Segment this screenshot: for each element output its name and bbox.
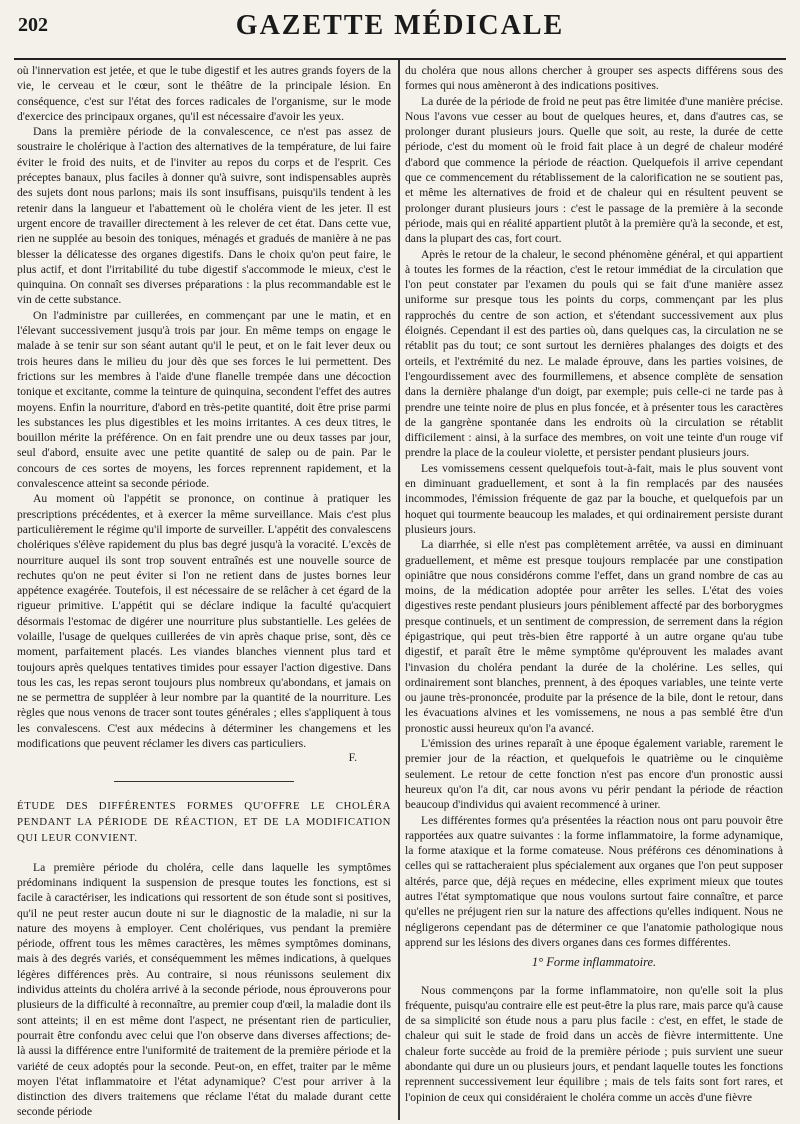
column-divider xyxy=(398,60,400,1120)
article-title: ÉTUDE DES DIFFÉRENTES FORMES QU'OFFRE LE CHOLÉRA PENDANT LA PÉRIODE DE RÉACTION, ET DE LA MODIFICATION QUI LEUR CONVIENT. xyxy=(17,799,391,844)
paragraph: Nous commençons par la forme inflammatoire, non qu'elle soit la plus fréquente, puisqu'au contraire elle est peut-être la plus rare, mais parce qu'à cause de sa simplicité son étude nous a paru plus facile : c'est, en effet, le stade de chaleur qui suit le stade de froid dans un accès de fièvre intermittente. Une chaleur forte succède au froid de la première période ; puis survient une sueur abondante qui dure un ou plusieurs jours, et pendant laquelle toutes les fonctions reprennent successivement leur équilibre ; mais de tels faits sont fort rares, et l'opinion de ceux qui considéraient le choléra comme un accès d'une fièvre xyxy=(405,983,783,1104)
paragraph: La première période du choléra, celle dans laquelle les symptômes prédominans indiquent la suspension de presque toutes les fonctions, est si facile à caractériser, les indications qui ressortent de son étude sont si positives, qu'il ne peut rester aucun doute ni sur le diagnostic de la maladie, ni sur la nature des moyens à employer. Cent cholériques, vus pendant la première période, offrent tous les mêmes caractères, les mêmes symptômes dominans, mais à des degrés variés, et conséquemment les mêmes indications, à quelques légères différences près. Au contraire, si nous réunissons seulement dix individus atteints du choléra arrivé à la seconde période, nous éprouverons pour plusieurs de la difficulté à reconnaître, au premier coup d'œil, la maladie dont ils sont atteints; il en est même dont l'aspect, ne présentant rien de particulier, pourrait être confondu avec celui que l'on observe dans diverses affections; de-là aussi la différence entre l'uniformité de traitement de la première période et la variété de ceux adoptés pour la seconde. Peut-on, en effet, traiter par le même moyen l'état inflammatoire et l'état adynamique? C'est pour arriver à la distinction des divers traitemens que réclame l'état du malade durant cette seconde période xyxy=(17,860,391,1118)
paragraph: Les différentes formes qu'a présentées la réaction nous ont paru pouvoir être rapportées aux quatre suivantes : la forme inflammatoire, la forme adynamique, la forme ataxique et la forme comateuse. Nous préférons ces dénominations à celles qui se rattacheraient plus spécialement aux organes que l'on peut supposer altérés, parce que, déjà reçues en médecine, elles expriment mieux que toutes autres l'état symptomatique que nous voulons surtout faire connaître, et parce qu'elles ne préjugent rien sur la nature des affections qu'elles indiquent. Nous ne négligerons cependant pas de déterminer ce que l'anatomie pathologique nous apprend sur les lésions des divers organes dans ces formes différentes. xyxy=(405,813,783,949)
paragraph: Dans la première période de la convalescence, ce n'est pas assez de soustraire le cholérique à l'action des alternatives de la température, de lui faire éviter le froid des nuits, et de l'inviter au repos du corps et de l'esprit. Ces préceptes banaux, plus faciles à donner qu'à suivre, sont indispensables auprès des sujets dont nous parlons; mais ils sont insuffisans, puisqu'ils tendent à les retenir dans la langueur et l'abattement où le choléra vient de les jeter. Il est urgent encore de travailler directement à les relever de cet état. Dans cette vue, rien ne supplée au besoin des toniques, ménagés et gradués de manière à ne pas blesser la délicatesse des organes digestifs. Dans le choix qu'on peut faire, le plus actif, et dont l'irritabilité du tube digestif s'accommode le mieux, c'est le quinquina. On connaît ses diverses préparations : la plus recommandable est le vin de cette substance. xyxy=(17,125,391,307)
paragraph: Après le retour de la chaleur, le second phénomène général, et qui appartient à toutes les formes de la réaction, c'est le retour immédiat de la circulation que l'on peut constater par l'examen du pouls qui se fait d'une manière assez uniforme sur presque tous les points du corps, commençant par les plus rapprochés du centre de son action, et s'étendant successivement aux plus éloignés. Cependant il est des parties où, dans quelques cas, la circulation ne se rétablit pas du tout; ce sont surtout les dernières phalanges des doigts et des orteils, et l'extrémité du nez. Le malade éprouve, dans les parties voisines, de l'engourdissement avec des fourmillemens, et absence complète de sensation dans la dernière phalange d'un doigt, par exemple; puis celle-ci ne tarde pas à prendre une teinte noire de plus en plus foncée, et à présenter tous les caractères de la gangrène spontanée dans les endroits où la circulation se rétablit difficilement : ainsi, à la surface des membres, on voit une teinte d'un rouge vif prendre la place de la couleur violette, et persister pendant plusieurs jours. xyxy=(405,247,783,460)
signature: F. xyxy=(348,751,357,765)
paragraph: Au moment où l'appétit se prononce, on continue à pratiquer les prescriptions précédentes, et à exercer la même surveillance. Mais c'est plus particulièrement le régime qu'il importe de surveiller. L'appétit des convalescens cholériques s'élève rapidement du plus bas degré jusqu'à la voracité. L'excès de nourriture auquel ils sont trop souvent entraînés est une nouvelle source de rechutes qu'on ne peut éviter si l'on ne retient dans de justes bornes leur appétence exagérée. Toutefois, il est nécessaire de se relâcher à cet égard de la rigueur primitive. L'appétit qui se déclare indique la faculté qu'acquiert désormais l'estomac de digérer une nourriture plus substantielle. Les gelées de volaille, l'usage de quelques cuillerées de vin après chaque prise, sont, dès ce moment, parfaitement placés. Les viandes blanches viennent plus tard et toujours après quelques tentatives timides pour essayer l'action digestive. Dans tous les cas, les repas seront toujours plus nombreux qu'abondans, et jamais on ne se permettra de suppléer à leur nombre par la quantité de la nourriture. Les règles que nous venons de tracer sont toutes générales ; elles s'appliquent à tous les convalescens. C'est aux médecins à déterminer les changemens et les modifications que peuvent réclamer les divers cas particuliers. xyxy=(17,492,391,751)
paragraph: L'émission des urines reparaît à une époque également variable, rarement le premier jour de la réaction, et quelquefois le quatrième ou le cinquième seulement. Le retour de cette fonction n'est pas encore d'un pronostic aussi heureux qu'on l'a dit, car nous avons vu périr pendant la période de réaction beaucoup d'individus qui avaient recommencé à uriner. xyxy=(405,737,783,812)
header-rule xyxy=(14,58,786,60)
left-column xyxy=(17,63,391,1118)
paragraph: du choléra que nous allons chercher à grouper ses aspects différens sous des formes qui nous amèneront à des indications positives. xyxy=(405,64,783,93)
section-separator xyxy=(114,781,294,782)
section-title: 1° Forme inflammatoire. xyxy=(531,955,657,970)
journal-title: GAZETTE MÉDICALE xyxy=(235,10,565,41)
paragraph: où l'innervation est jetée, et que le tube digestif et les autres grands foyers de la vie, le cerveau et le cœur, sont le théâtre de la principale lésion. En conséquence, c'est sur l'état des forces radicales de l'organisme, sur le mode d'exercice des principaux organes, qu'il est nécessaire d'avoir les yeux. xyxy=(17,64,391,123)
paragraph: On l'administre par cuillerées, en commençant par une le matin, et en l'élevant successivement jusqu'à trois par jour. En même temps on engage le malade à se tenir sur son séant autant qu'il le peut, et on le fait lever deux ou trois heures dans le milieu du jour dès que ses forces le lui permettent. Des frictions sur les membres à l'aide d'une flanelle trempée dans une décoction tonique et excitante, comme la teinture de quinquina, secondent l'effet des autres moyens. Enfin la nourriture, d'abord en très-petite quantité, doit être prise parmi les substances les plus digestibles et les moins irritantes. A ces deux titres, le bouillon mérite la préférence. On en fait prendre une ou deux tasses par jour, seul d'abord, ensuite avec une petite quantité de salep ou de pain. Par le concours de ces sortes de moyens, les forces reprennent rapidement, et la convalescence atteint sa seconde période. xyxy=(17,308,391,491)
right-column xyxy=(405,63,783,1118)
paragraph: Les vomissemens cessent quelquefois tout-à-fait, mais le plus souvent vont en diminuant graduellement, et sont à la fin remplacés par des nausées incommodes, l'émission fréquente de gaz par la bouche, et quelquefois par un hoquet qui tourmente beaucoup les malades, et qui ordinairement persiste durant plusieurs jours. xyxy=(405,461,783,536)
page-number: 202 xyxy=(18,14,48,36)
paragraph: La durée de la période de froid ne peut pas être limitée d'une manière précise. Nous l'avons vue cesser au bout de quelques heures, et, dans d'autres cas, se prolonger durant plusieurs jours. Quelle que soit, au reste, la durée de cette période, c'est du moment où le froid fait place à un degré de chaleur modéré d'abord que commence la période de réaction. Quelquefois il arrive cependant que ce commencement du rétablissement de la calorification ne se soutient pas, et même les alternatives de froid et de chaleur qui en résultent peuvent se prolonger durant plusieurs jours : c'est le passage de la première à la seconde période, mais qui en réalité appartient plutôt à la première qu'à la seconde, et est, dans la plupart des cas, fort court. xyxy=(405,94,783,246)
paragraph: La diarrhée, si elle n'est pas complètement arrêtée, va aussi en diminuant graduellement, et même est presque toujours remplacée par une constipation opiniâtre que nous considérons comme l'effet, dans un grand nombre de cas au moins, de la médication adoptée pour arrêter les selles. L'état des voies digestives reste pendant plusieurs jours péniblement affecté par des borborygmes presque continuels, et un sentiment de compression, de serrement dans la région épigastrique, qui peut très-bien être rapporté à un autre organe qu'au tube digestif, et paraît être le même symptôme qu'éprouvent les malades avant l'invasion du choléra pendant la durée de la cholérine. Les selles, qui ordinairement sont blanches, prennent, à des époques variables, une teinte verte ou jaune très-prononcée, produite par la présence de la bile, dont le retour, dans les évacuations alvines et les vomissemens, ne nous a pas semblé être d'un pronostic aussi heureux qu'on l'a avancé. xyxy=(405,538,783,735)
page-header xyxy=(14,2,786,60)
